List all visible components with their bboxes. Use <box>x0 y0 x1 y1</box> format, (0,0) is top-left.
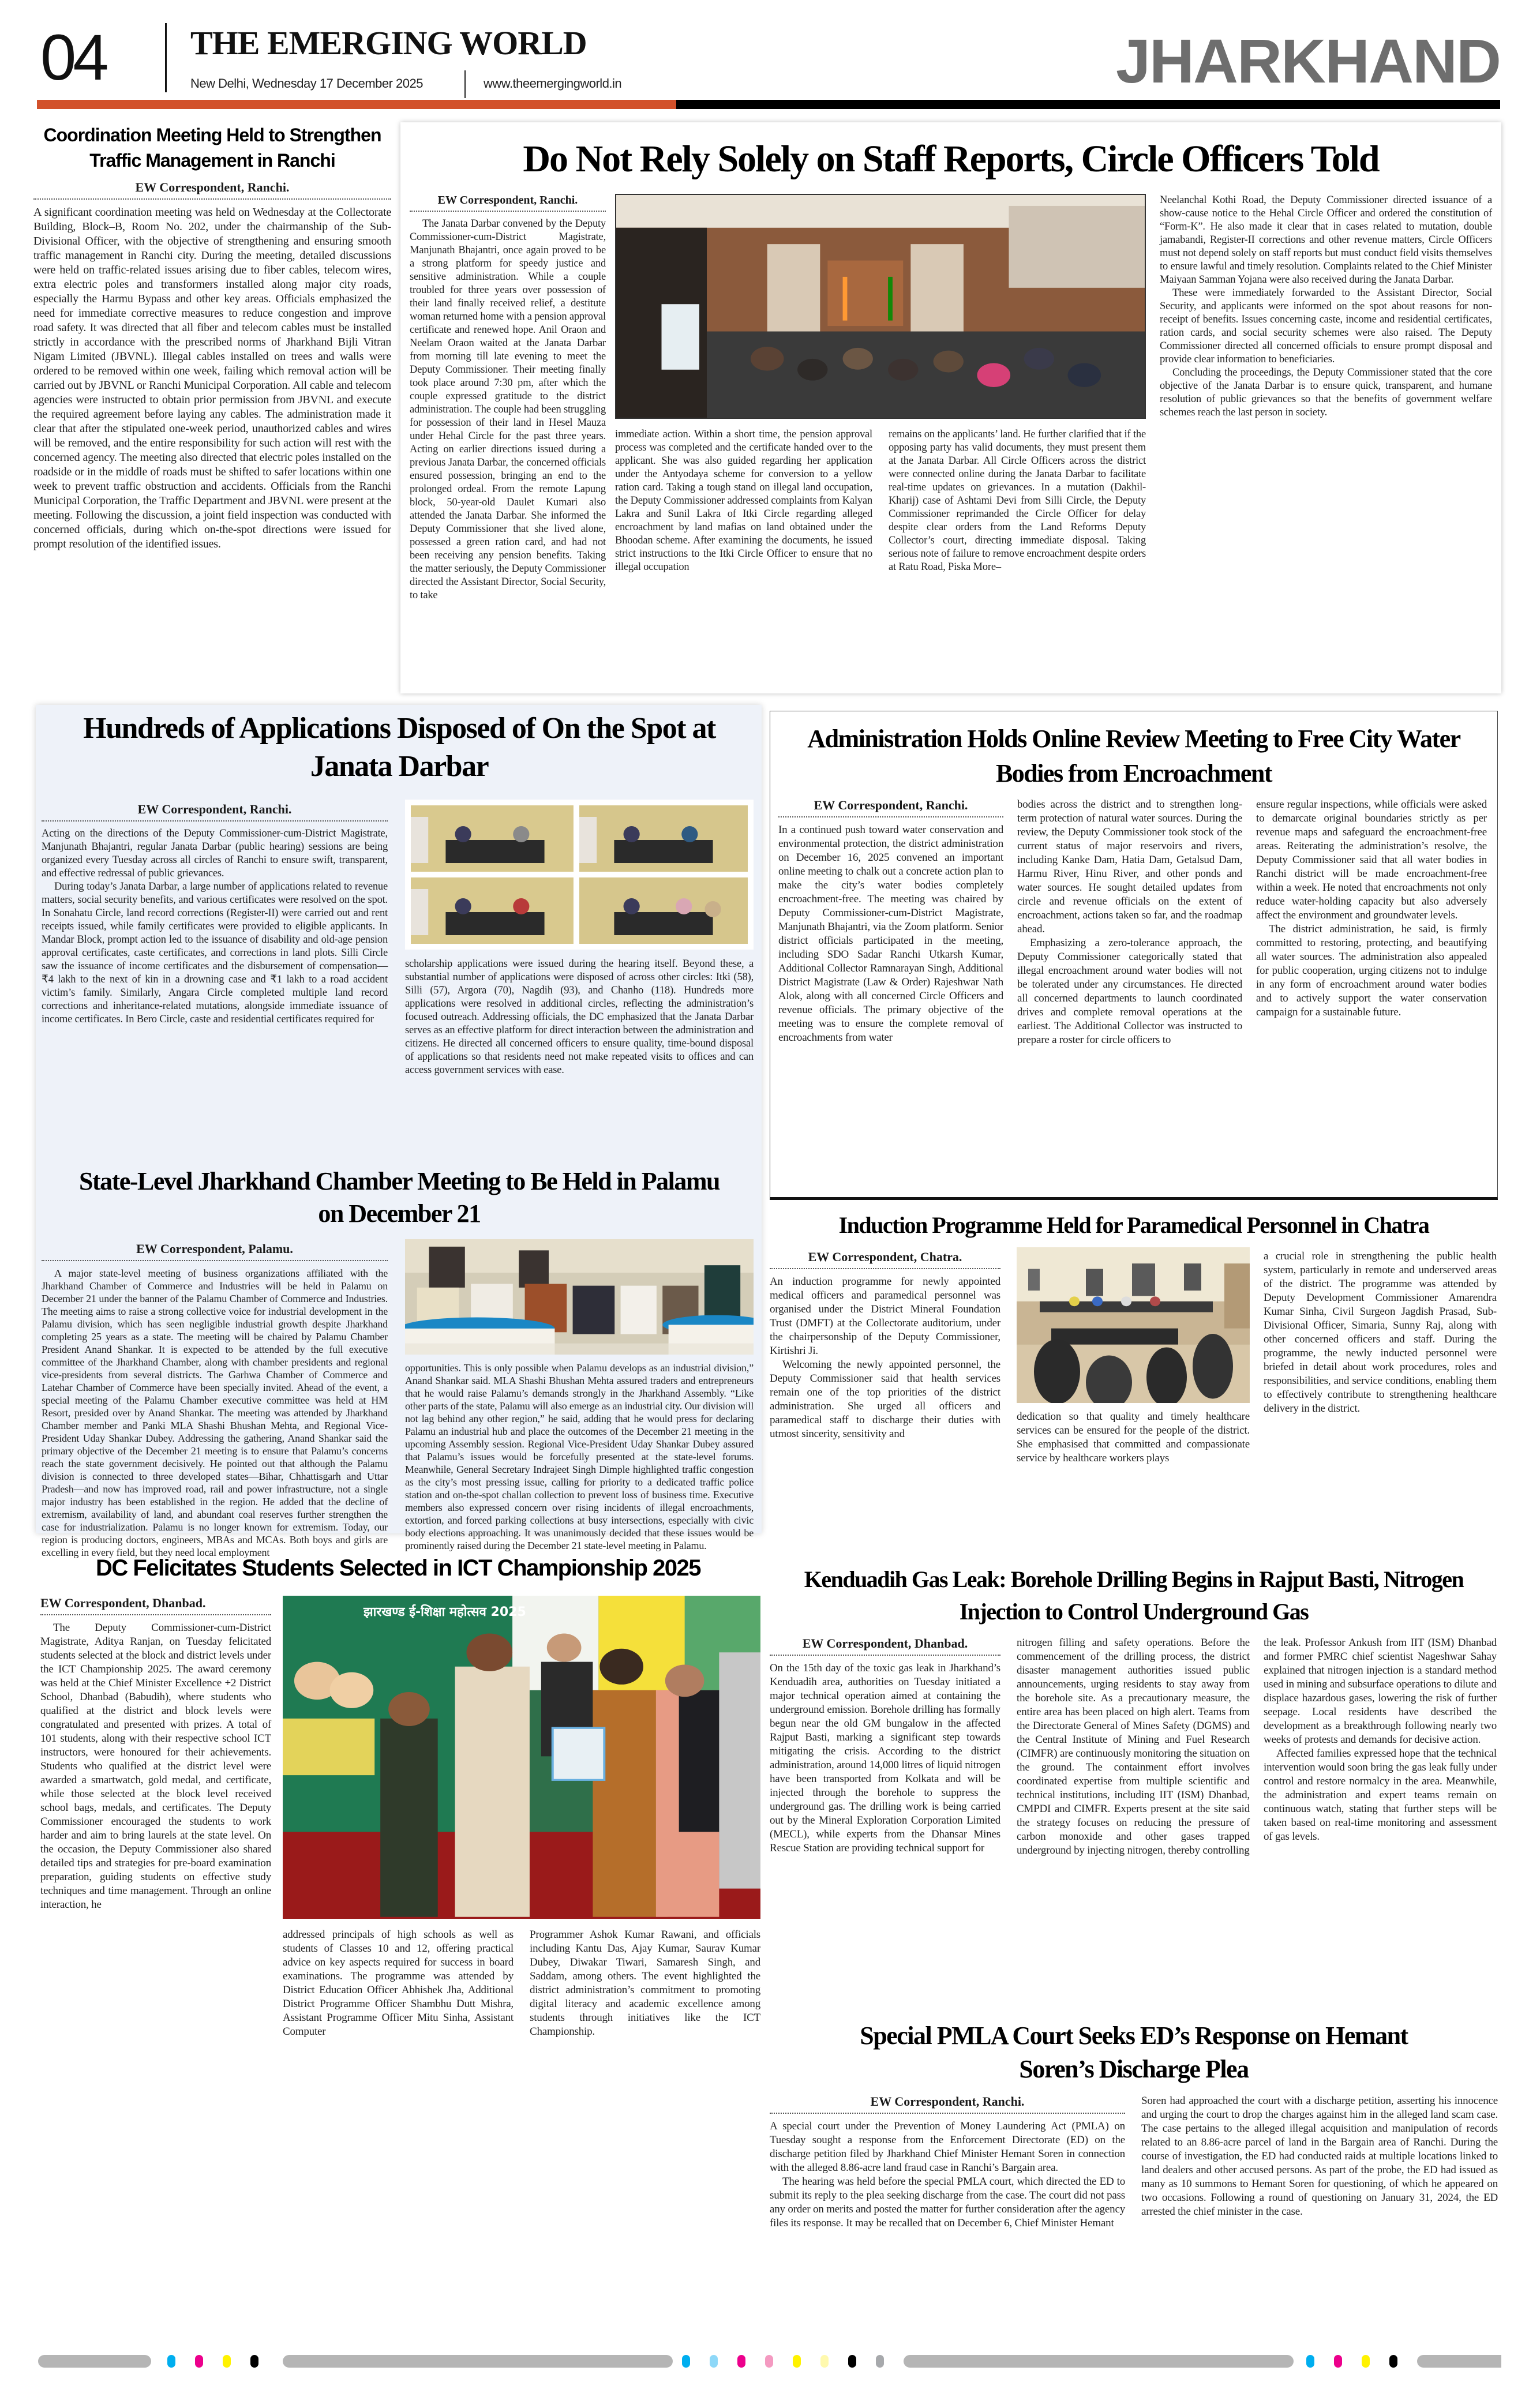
color-mark-cyan <box>167 2355 175 2368</box>
byline: EW Correspondent, Ranchi. <box>770 2094 1125 2114</box>
photo-chamber-meeting <box>405 1239 754 1355</box>
header-rule-red <box>37 100 676 109</box>
award-ceremony-image <box>283 1596 760 1919</box>
website-link[interactable]: www.theemergingworld.in <box>484 76 622 91</box>
article-ict <box>36 1552 760 2342</box>
column-2 <box>405 1361 754 1552</box>
paragraph: nitrogen filling and safety operations. Before the commencement of the drilling process, the district disaster management authorities issued public announcements, urging residents to stay away from the borehole site. As a precautionary measure, the entire area has been placed on high alert. Teams from the Directorate General of Mines Safety (DGMS) and the Central Institute of Mining and Fuel Research (CIMFR) are continuously monitoring the situation on the ground. The containment effort involves coordinated expertise from multiple scientific and technical institutions, including IIT (ISM) Dhanbad, CMPDI and CIMFR. Experts present at the site said the strategy focuses on reducing the pressure of carbon monoxide and other gases trapped underground by injecting nitrogen, thereby controlling <box>1017 1637 1250 1856</box>
header-rule-black <box>676 100 1500 109</box>
paragraph: In a continued push toward water conservation and environmental protection, the district administration on December 16, 2025 convened an important online meeting to chalk out a concrete action plan to make the city’s water bodies completely encroachment-free. The meeting was chaired by Deputy Commissioner-cum-District Magistrate, Manjunath Bhajantri, via the Zoom platform. Senior district officials participated in the meeting, including SDO Sadar Ranchi Utkarsh Kumar, Additional Collector Ramnarayan Singh, Additional District Magistrate (Law & Order) Rajeshwar Nath Alok, along with all concerned Circle Officers and revenue officials. The primary objective of the meeting was to ensure the complete removal of encroachments from water <box>778 824 1003 1044</box>
color-mark-light-yellow <box>820 2355 829 2368</box>
paragraph: The hearing was held before the special PMLA court, which directed the ED to submit its reply to the plea seeking discharge from the case. The court did not pass any order on merits and posted the matter for further consideration after the agency files its response. It may be recalled that on December 6, Chief Minister Hemant <box>770 2176 1125 2229</box>
photo-induction <box>1017 1247 1250 1403</box>
article-induction <box>770 1209 1498 1555</box>
paragraph: Welcoming the newly appointed personnel, the Deputy Commissioner said that health services remain one of the top priorities of the district administration. She urged all officers and paramedical staff to discharge their duties with utmost sincerity, sensitivity and <box>770 1359 1000 1440</box>
column-2 <box>283 1928 514 2039</box>
paragraph: An induction programme for newly appointed medical officers and paramedical personnel was organised under the District Mineral Foundation Trust (DMFT) at the Collectorate auditorium, under the chairpersonship of the Deputy Commissioner, Kirtishri Ji. <box>770 1276 1000 1357</box>
article-staff-reports <box>400 122 1501 693</box>
color-mark-cyan <box>682 2355 690 2368</box>
registration-pill <box>904 2355 1294 2368</box>
chamber-meeting-image <box>405 1239 754 1355</box>
column-1 <box>770 1636 1000 1855</box>
photo-janata-darbar <box>615 194 1146 419</box>
article-body <box>778 823 1003 1045</box>
column-1 <box>42 1241 388 1559</box>
header-divider <box>165 23 167 92</box>
hearing-collage-image <box>411 805 748 944</box>
byline: EW Correspondent, Chatra. <box>770 1250 1000 1269</box>
paragraph: Soren had approached the court with a discharge petition, asserting his innocence and urging the court to drop the charges against him in the alleged land scam case. The case pertains to the alleged illegal acquisition and manipulation of records related to an 8.86-acre parcel of land in the Bargain area of Ranchi. During the course of investigation, the ED had conducted raids at multiple locations linked to land dealers and other accused persons. As part of the probe, the ED had issued as many as 10 summons to Hemant Soren for questioning, of which he appeared on two occasions. Following a round of questioning on January 31, 2024, the ED arrested the chief minister in the case. <box>1141 2095 1498 2218</box>
article-body <box>615 428 872 574</box>
article-body <box>1017 1410 1250 1465</box>
color-mark-black <box>848 2355 856 2368</box>
headline: State-Level Jharkhand Chamber Meeting to Be Held in Palamu on December 21 <box>79 1167 719 1228</box>
article-body <box>33 205 391 552</box>
column-2 <box>1141 2094 1498 2219</box>
column-1 <box>42 802 388 1026</box>
paragraph: the leak. Professor Ankush from IIT (ISM) Dhanbad and former PMRC chief scientist Nageshwar Sahay explained that nitrogen injection is a standard method used in mining and subsurface operations to dilute and displace hazardous gases, lowering the risk of further seepage. Local residents have described the development as a breakthrough following nearly two weeks of protests and demands for decisive action. <box>1264 1637 1497 1746</box>
dateline-divider <box>464 70 466 98</box>
column-3 <box>1264 1250 1497 1416</box>
paragraph: a crucial role in strengthening the public health system, particularly in remote and underserved areas of the district. The programme was attended by Deputy Development Commissioner Amarendra Kumar Sinha, Civil Surgeon Jagdish Prasad, Sub-Divisional Officer, Simaria, Sunny Raj, along with other concerned officers and staff. During the programme, the newly inducted personnel were briefed in detail about work procedures, roles and responsibilities, and service conditions, enabling them to effectively contribute to strengthening healthcare delivery in the district. <box>1264 1250 1497 1415</box>
column-1 <box>770 2094 1125 2230</box>
collage-photo-3 <box>411 877 574 944</box>
color-mark-light-magenta <box>765 2355 773 2368</box>
column-2 <box>1017 1636 1250 1858</box>
paragraph: scholarship applications were issued during the hearing itself. Beyond these, a substantial number of applications were disposed of across other circles: Itki (58), Silli (57), Argora (70), Nagdih (93), and Chanho (118). Hundreds more applications were resolved in additional circles, reflecting the administration’s focused outreach. Addressing officials, the DC emphasized that the Janata Darbar serves as an effective platform for direct interaction between the administration and citizens. He directed all concerned officers to ensure quality, time-bound disposal of applications so that residents need not make repeated visits to offices and can access government services with ease. <box>405 958 754 1076</box>
column-1 <box>410 194 606 602</box>
page-number: 04 <box>40 21 106 93</box>
article-body <box>1160 194 1492 419</box>
column-3 <box>1256 798 1487 1019</box>
article-pmla <box>770 2019 1498 2342</box>
paragraph: The Janata Darbar convened by the Deputy Commissioner-cum-District Magistrate, Manjunath Bhajantri, once again proved to be a strong platform for speedy justice and sensitive administration. While a couple troubled for three years over possession of their land finally received relief, a destitute woman returned home with a pension approval certificate and renewed hope. Anil Oraon and Neelam Oraon waited at the Janata Darbar from morning till late evening to meet the Deputy Commissioner. Their meeting finally took place around 7:30 pm, after which the couple expressed gratitude to the district administration. The couple had been struggling for possession of their land in Hesel Mauza under Hehal Circle for the past three years. Acting on earlier directions issued during a previous Janata Darbar, the concerned officials ensured possession, bringing an end to the prolonged ordeal. From the remote Lapung block, 50-year-old Daulet Kumari also attended the Janata Darbar. She informed the Deputy Commissioner that she lived alone, possessed a green ration card, and had not been receiving any pension benefits. Taking the matter seriously, the Deputy Commissioner directed the Assistant Director, Social Security, to take <box>410 218 606 601</box>
paragraph: opportunities. This is only possible when Palamu develops as an industrial division,” Anand Shankar said. MLA Shashi Bhushan Mehta assured traders and entrepreneurs that he would raise Palamu’s demands strongly in the Jharkhand Assembly. “Like other parts of the state, Palamu will also emerge as an industrial city. Our division will not lag behind any other region,” he said, adding that he would press for declaring Palamu an industrial hub and place the outcomes of the December 21 meeting in the upcoming Assembly session. Regional Vice-President Uday Shankar Dubey assured that Palamu’s issues would be forcefully presented at the state-level forums. Meanwhile, General Secretary Indrajeet Singh Dimple highlighted traffic congestion as the city’s most pressing issue, calling for priority to a dedicated traffic police station and on-the-spot challan collection to prevent loss of business time. Executive members also expressed concern over rising incidents of illegal encroachments, extortion, and forced parking collections at busy intersections, especially with civic body elections approaching. It was unanimously decided that these issues would be prominently raised during the December 21 state-level meeting in Palamu. <box>405 1362 754 1551</box>
headline: Administration Holds Online Review Meeting to Free City Water Bodies from Encroachment <box>807 725 1460 787</box>
paragraph: The Deputy Commissioner-cum-District Magistrate, Aditya Ranjan, on Tuesday felicitated students selected at the block and district levels under the ICT Championship 2025. The award ceremony was held at the Chief Minister Excellence +2 District School, Dhanbad (Babudih), where students who qualified at the district and block levels were congratulated and presented with prizes. A total of 101 students, along with their respective school ICT instructors, were honoured for their achievements. Students who qualified at the district level were awarded a smartwatch, gold medal, and certificate, while those selected at the block level received school bags, medals, and certificates. The Deputy Commissioner encouraged the students to work harder and aim to bring laurels at the state level. On the occasion, the Deputy Commissioner also shared detailed tips and strategies for pre-board examination preparation, guiding students on effective study techniques and time management. Through an online interaction, he <box>40 1622 271 1911</box>
headline: Kenduadih Gas Leak: Borehole Drilling Begins in Rajput Basti, Nitrogen Injection to Control Underground Gas <box>804 1566 1464 1625</box>
article-body <box>770 1275 1000 1441</box>
paragraph: Programmer Ashok Kumar Rawani, and officials including Kantu Das, Ajay Kumar, Saurav Kumar Dubey, Diwakar Tiwari, Samaresh Singh, and Saddam, among others. The event highlighted the district administration’s commitment to promoting digital literacy and academic excellence among students through initiatives like the ICT Championship. <box>530 1929 760 2038</box>
article-body <box>1017 1636 1250 1858</box>
registration-pill <box>38 2355 151 2368</box>
photo-banner-text: झारखण्ड ई-शिक्षा महोत्सव 2025 <box>363 1605 526 1619</box>
byline: EW Correspondent, Ranchi. <box>778 798 1003 817</box>
paragraph: A significant coordination meeting was held on Wednesday at the Collectorate Building, Block–B, Room No. 202, under the chairmanship of the Sub-Divisional Officer, with the objective of strengthening and ensuring smooth traffic management in Ranchi city. During the meeting, detailed discussions were held on traffic-related issues arising due to fiber cables, telecom wires, extra electric poles and transformers installed along major city roads, especially the Harmu Bypass and other key areas. Officials emphasized the need for immediate corrective measures to reduce congestion and improve road safety. It was directed that all fiber and telecom cables must be installed strictly in accordance with the prescribed norms of Jharkhand Bijli Vitran Nigam Limited (JBVNL). Illegal cables installed on trees and walls were ordered to be removed within one week, failing which removal action will be carried out by JBVNL or Ranchi Municipal Corporation. All cable and telecom agencies were instructed to obtain prior permission from JBVNL and execute the required agreement before laying any cables. The administration made it clear that after the stipulated one-week period, unauthorized cables and wires will be removed, and the entire responsibility for such action will rest with the concerned agency. The meeting also directed that electric poles installed on the roadside or in the middle of roads must be shifted to safer locations within one week to prevent traffic obstruction and accidents. Officials from the Ranchi Municipal Corporation, the Traffic Department and JBVNL were present at the meeting. Following the discussion, a joint field inspection was conducted with concerned officials, during which on-the-spot directions were issued for prompt resolution of the identified issues. <box>33 206 391 550</box>
paragraph: remains on the applicants’ land. He further clarified that if the opposing party has valid documents, they must present them at the Janata Darbar. All Circle Officers across the district were connected online during the Janata Darbar to facilitate real-time updates on grievances. In a mutation (Dakhil-Kharij) case of Ashtami Devi from Silli Circle, the Deputy Commissioner reprimanded the Circle Officer for delay despite clear orders from the Land Reforms Deputy Collector’s court, directing immediate disposal. Taking serious note of failure to remove encroachment despite orders at Ratu Road, Piska More– <box>889 429 1146 573</box>
paragraph: The district administration, he said, is firmly committed to restoring, protecting, and beautifying all water sources. The administration also appealed for public cooperation, urging citizens not to indulge in any form of encroachment around water bodies and to actively support the water conservation campaign for a sustainable future. <box>1256 923 1487 1018</box>
headline: Hundreds of Applications Disposed of On the Spot at Janata Darbar <box>83 712 715 783</box>
registration-pill <box>283 2355 673 2368</box>
registration-pill <box>1417 2355 1501 2368</box>
paragraph: A special court under the Prevention of Money Laundering Act (PMLA) on Tuesday sought a response from the Enforcement Directorate (ED) on the discharge petition filed by Jharkhand Chief Minister Hemant Soren in connection with the alleged 8.86-acre land fraud case in Ranchi’s Bargain area. <box>770 2120 1125 2174</box>
article-body <box>1264 1250 1497 1416</box>
color-mark-magenta <box>737 2355 745 2368</box>
paragraph: A major state-level meeting of business organizations affiliated with the Jharkhand Chamber of Commerce and Industries will be held in Palamu on December 21 under the banner of the Palamu Chamber of Commerce and Industries. The meeting aims to raise a strong collective voice for industrial development in the Palamu division, which has seen negligible industrial growth despite Jharkhand completing 25 years as a state. The meeting will be chaired by Palamu Chamber President Anand Shankar. It is expected to be attended by the full executive committee of the Jharkhand Chamber, along with chamber presidents and regional vice-presidents from several districts. The Garhwa Chamber of Commerce and Latehar Chamber of Commerce have been specially invited. Ahead of the event, a special meeting of the Palamu Chamber executive committee was held at HM Resort, presided over by Anand Shankar. The meeting was attended by Jharkhand Chamber member and Panki MLA Shashi Bhushan Mehta, and Regional Vice-President Uday Shankar Dubey. Addressing the gathering, Anand Shankar said the primary objective of the December 21 meeting is to ensure that Palamu’s concerns reach the state government decisively. He pointed out that although the Palamu division is connected to three developed states—Bihar, Chhattisgarh and Uttar Pradesh—and now has improved road, rail and power infrastructure, not a single major industry has been established in the region. He added that the decline of extremism, availability of land, and abundant coal reserves further strengthen the case for industrialization. Palamu is no longer known for extremism. Today, our region is producing doctors, engineers, MBAs and MCAs. Both boys and girls are excelling in every field, but they need local employment <box>42 1267 388 1558</box>
article-body <box>410 217 606 602</box>
dateline: New Delhi, Wednesday 17 December 2025 <box>190 76 423 91</box>
headline: Induction Programme Held for Paramedical Personnel in Chatra <box>838 1212 1429 1238</box>
auditorium-image <box>1017 1247 1250 1403</box>
paragraph: addressed principals of high schools as well as students of Classes 10 and 12, offering practical advice on key aspects required for success in board examinations. The programme was attended by District Education Officer Abhishek Jha, Additional District Programme Officer Shambhu Dutt Mishra, Assistant Programme Officer Mitu Sinha, Assistant Computer <box>283 1929 514 2038</box>
headline: Special PMLA Court Seeks ED’s Response on Hemant Soren’s Discharge Plea <box>860 2021 1408 2083</box>
column-3 <box>1264 1636 1497 1844</box>
column-2 <box>1017 1410 1250 1465</box>
article-traffic <box>33 122 391 552</box>
column-3 <box>889 428 1146 574</box>
article-water <box>770 711 1498 1200</box>
byline: EW Correspondent, Dhanbad. <box>770 1636 1000 1656</box>
byline: EW Correspondent, Ranchi. <box>42 802 388 822</box>
byline: EW Correspondent, Palamu. <box>42 1241 388 1261</box>
paragraph: Acting on the directions of the Deputy Commissioner-cum-District Magistrate, Manjunath Bhajantri, regular Janata Darbar (public hearing) sessions are being organized every Tuesday across all circles of Ranchi to ensure swift, transparent, and effective redressal of public grievances. <box>42 828 388 879</box>
article-body <box>530 1928 760 2039</box>
collage-photo-2 <box>579 805 748 872</box>
column-1 <box>40 1596 271 1912</box>
article-body <box>1264 1636 1497 1844</box>
color-mark-magenta <box>195 2355 203 2368</box>
paragraph: These were immediately forwarded to the Assistant Director, Social Security, and applicants were informed on the spot about reasons for non-receipt of benefits. Issues concerning caste, income and residential certificates, ration cards, and social security schemes were also raised. The Deputy Commissioner directed all concerned officials to ensure prompt disposal and provide clear information to beneficiaries. <box>1160 287 1492 365</box>
column-2 <box>1017 798 1242 1047</box>
photo-collage <box>405 800 754 950</box>
color-mark-cyan <box>1306 2355 1314 2368</box>
collage-photo-4 <box>579 877 748 944</box>
paragraph: During today’s Janata Darbar, a large number of applications related to revenue matters, social security benefits, and various certificates were resolved on the spot. In Sonahatu Circle, land record corrections (Register-II) were carried out and rent receipts issued, while family certificates were provided to eligible applicants. In Mandar Block, prompt action led to the issuance of disability and old-age pension approval certificates, caste certificates, and corrections in land plots. Silli Circle saw the issuance of income certificates and the disbursement of compensation—₹4 lakh to the next of kin in a drowning case and ₹1 lakh to a road accident victim’s family. Similarly, Angara Circle completed multiple land record corrections and inheritance-related mutations, alongside immediate issuance of income certificates. In Bero Circle, caste and residential certificates required for <box>42 881 388 1025</box>
headline: Do Not Rely Solely on Staff Reports, Circle Officers Told <box>523 138 1379 180</box>
paragraph: ensure regular inspections, while officials were asked to demarcate original boundaries strictly as per revenue maps and safeguard the encroachment-free areas. Reiterating the administration’s resolve, the Deputy Commissioner said that all water bodies in Ranchi district will be made encroachment-free within a week. He noted that encroachments not only reduce water-holding capacity but also adversely affect the environment and groundwater levels. <box>1256 798 1487 921</box>
paragraph: On the 15th day of the toxic gas leak in Jharkhand’s Kenduadih area, authorities on Tuesday initiated a major technical operation aimed at containing the underground emission. Borehole drilling has formally begun near the old GM bungalow in the affected Rajput Basti, marking a significant step towards mitigating the crisis. According to the district administration, around 14,000 litres of liquid nitrogen have been transported from Kolkata and will be injected through the borehole to suppress the underground gas. The drilling work is being carried out by the Mineral Exploration Corporation Limited (MECL), while experts from the Dhansar Mines Rescue Station are providing technical support for <box>770 1662 1000 1854</box>
article-gas-leak <box>770 1563 1498 2002</box>
paragraph: Concluding the proceedings, the Deputy Commissioner stated that the core objective of the Janata Darbar is to ensure quick, transparent, and humane resolution of public grievances so that the benefits of government welfare schemes reach the last person in society. <box>1160 367 1492 418</box>
color-mark-gray <box>876 2355 884 2368</box>
column-1 <box>770 1250 1000 1441</box>
color-mark-black <box>1389 2355 1397 2368</box>
article-body <box>770 2120 1125 2230</box>
masthead: THE EMERGING WORLD <box>190 24 587 62</box>
headline: Coordination Meeting Held to Strengthen Traffic Management in Ranchi <box>43 125 381 171</box>
article-body <box>1017 798 1242 1047</box>
photo-ict-ceremony <box>283 1596 760 1919</box>
color-mark-light-cyan <box>710 2355 718 2368</box>
article-body <box>40 1621 271 1912</box>
article-chamber <box>42 1165 757 1558</box>
color-mark-black <box>250 2355 258 2368</box>
column-2 <box>615 428 872 574</box>
column-3 <box>530 1928 760 2039</box>
paragraph: Neelanchal Kothi Road, the Deputy Commissioner directed issuance of a show-cause notice to the Hehal Circle Officer and ordered the constitution of “Form-K”. He also made it clear that in cases related to mutation, double jamabandi, Register-II corrections and other revenue matters, Circle Officers must not depend solely on staff reports but must conduct field visits themselves to ensure lawful and timely resolution. Complaints related to the Chief Minister Maiyaan Samman Yojana were also received during the Janata Darbar. <box>1160 194 1492 286</box>
meeting-room-image <box>616 195 1145 418</box>
color-mark-yellow <box>223 2355 231 2368</box>
byline: EW Correspondent, Ranchi. <box>33 180 391 200</box>
color-mark-yellow <box>1362 2355 1370 2368</box>
paragraph: Affected families expressed hope that the technical intervention would soon bring the gas leak fully under control and restore normalcy in the area. Meanwhile, the administration and expert teams remain on continuous watch, stating that further steps will be taken based on real-time monitoring and assessment of gas levels. <box>1264 1747 1497 1843</box>
column-1 <box>778 798 1003 1045</box>
column-2 <box>405 958 754 1077</box>
article-body <box>1141 2094 1498 2219</box>
byline: EW Correspondent, Dhanbad. <box>40 1596 271 1615</box>
column-4 <box>1160 194 1492 419</box>
byline: EW Correspondent, Ranchi. <box>410 194 606 212</box>
paragraph: Emphasizing a zero-tolerance approach, the Deputy Commissioner categorically stated that illegal encroachment around water bodies will not be tolerated under any circumstances. He directed all concerned departments to launch coordinated drives and complete removal operations at the earliest. The Additional Collector was instructed to prepare a roster for circle officers to <box>1017 937 1242 1046</box>
article-body <box>42 1267 388 1559</box>
article-body <box>889 428 1146 574</box>
article-body <box>770 1661 1000 1855</box>
collage-photo-1 <box>411 805 574 872</box>
color-mark-yellow <box>793 2355 801 2368</box>
article-body <box>283 1928 514 2039</box>
headline: DC Felicitates Students Selected in ICT Championship 2025 <box>95 1555 701 1581</box>
color-mark-magenta <box>1334 2355 1342 2368</box>
article-body <box>1256 798 1487 1019</box>
paragraph: bodies across the district and to strengthen long-term protection of natural water sources. During the review, the Deputy Commissioner took stock of the current status of major reservoirs and rivers, including Kanke Dam, Hatia Dam, Getalsud Dam, Harmu River, Hinu River, and other ponds and water sources. He sought detailed updates from circle and revenue officials on the extent of encroachment, actions taken so far, and the roadmap ahead. <box>1017 798 1242 935</box>
section-title: JHARKHAND <box>1115 26 1500 96</box>
paragraph: immediate action. Within a short time, the pension approval process was completed and the certificate handed over to the applicant. She was also guided regarding her application under the Antyodaya scheme for conversion to a yellow ration card. Taking a tough stand on illegal land occupation, the Deputy Commissioner addressed complaints from Kalyan Lakra and Sunil Lakra of Itki Circle regarding alleged encroachment by land mafias on land obtained under the Bhoodan scheme. After examining the documents, he issued strict instructions to the Itki Circle Officer to ensure that no illegal occupation <box>615 429 872 573</box>
article-body <box>405 958 754 1077</box>
article-body <box>405 1361 754 1552</box>
article-applications <box>42 710 757 1160</box>
article-body <box>42 827 388 1026</box>
paragraph: dedication so that quality and timely healthcare services can be ensured for the people of the district. She emphasised that committed and compassionate service by healthcare workers plays <box>1017 1411 1250 1464</box>
